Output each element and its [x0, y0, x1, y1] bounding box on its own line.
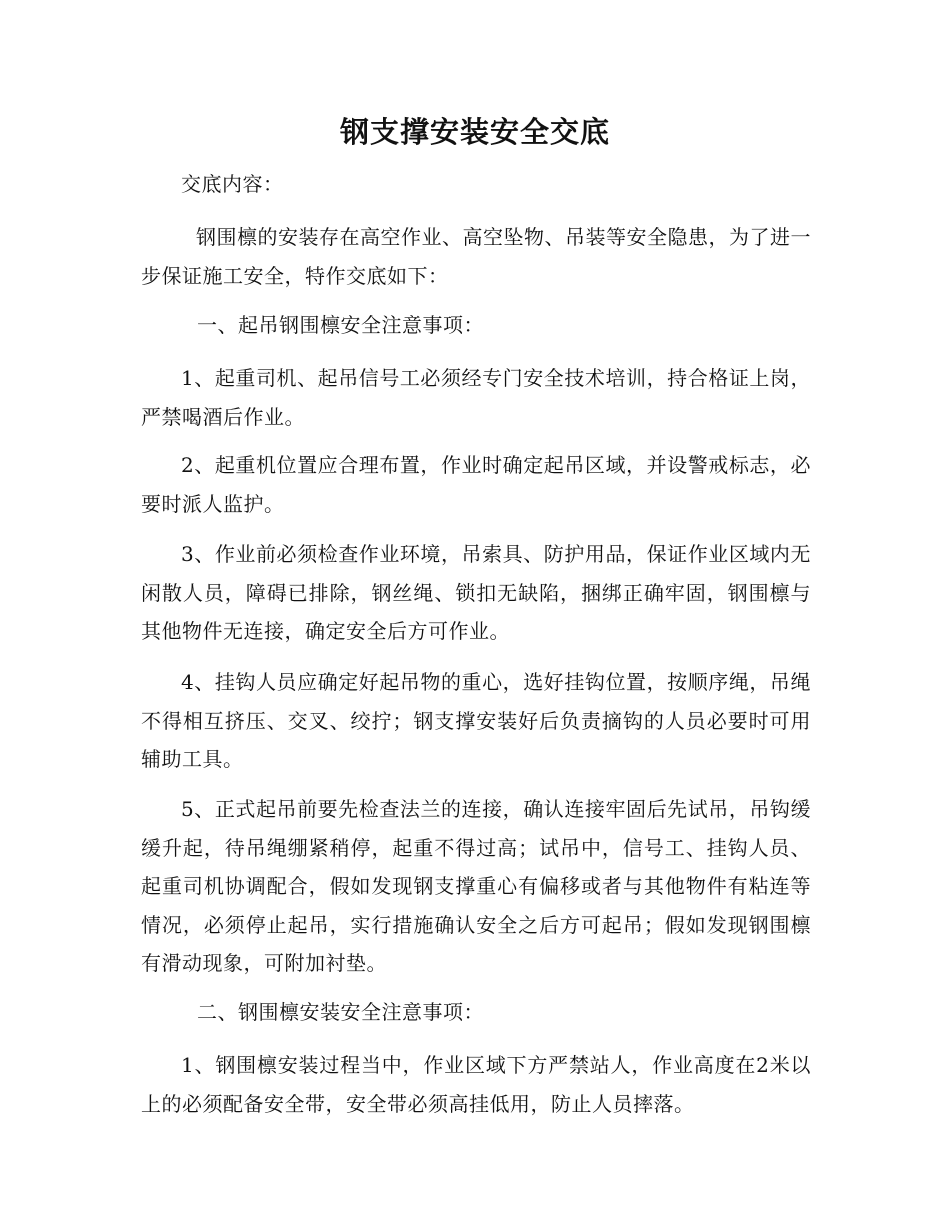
- intro-paragraph: 钢围檩的安装存在高空作业、高空坠物、吊装等安全隐患，为了进一步保证施工安全，特作交底如下：: [141, 225, 811, 288]
- intro-label: 交底内容：: [181, 172, 284, 196]
- list-item: 1、钢围檩安装过程当中，作业区域下方严禁站人，作业高度在2米以上的必须配备安全带，安全带必须高挂低用，防止人员摔落。: [141, 1053, 811, 1116]
- list-item: 2、起重机位置应合理布置，作业时确定起吊区域，并设警戒标志，必要时派人监护。: [141, 453, 811, 516]
- section-heading: 一、起吊钢围檩安全注意事项：: [197, 313, 484, 337]
- list-item: 5、正式起吊前要先检查法兰的连接，确认连接牢固后先试吊，吊钩缓缓升起，待吊绳绷紧稍停，起重不得过高；试吊中，信号工、挂钩人员、起重司机协调配合，假如发现钢支撑重心有偏移或者与其他物件有粘连等情况，必须停止起吊，实行措施确认安全之后方可起吊；假如发现钢围檩有滑动现象，可附加衬垫。: [141, 797, 811, 975]
- list-item: 4、挂钩人员应确定好起吊物的重心，选好挂钩位置，按顺序绳，吊绳不得相互挤压、交叉、绞拧；钢支撑安装好后负责摘钩的人员必要时可用辅助工具。: [141, 670, 811, 771]
- list-item: 1、起重司机、起吊信号工必须经专门安全技术培训，持合格证上岗，严禁喝酒后作业。: [141, 366, 811, 429]
- section-heading: 二、钢围檩安装安全注意事项：: [197, 1000, 484, 1024]
- document-title: 钢支撑安装安全交底: [339, 115, 610, 149]
- list-item: 3、作业前必须检查作业环境，吊索具、防护用品，保证作业区域内无闲散人员，障碍已排除，钢丝绳、锁扣无缺陷，捆绑正确牢固，钢围檩与其他物件无连接，确定安全后方可作业。: [141, 542, 811, 643]
